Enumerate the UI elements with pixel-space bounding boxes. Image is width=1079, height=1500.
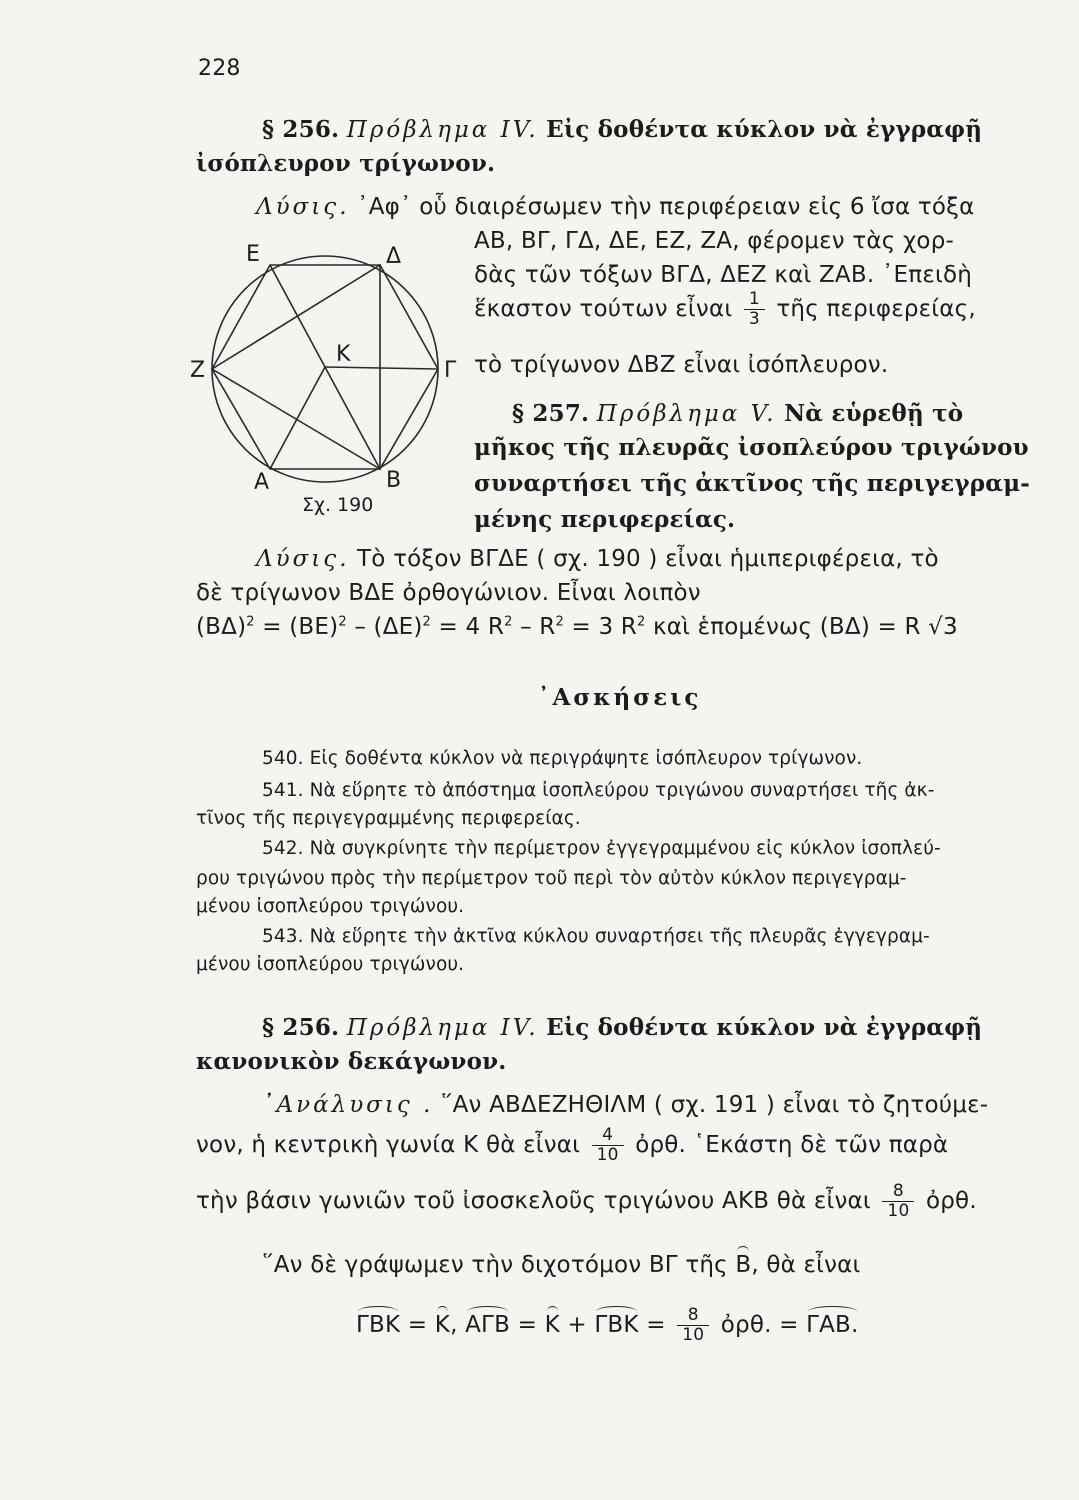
equation-part: – R: [520, 614, 556, 640]
formula-symbol: =: [517, 1312, 538, 1338]
lysis-line-2: ΑΒ, ΒΓ, ΓΔ, ΔΕ, ΕΖ, ΖΑ, φέρομεν τὰς χορ-: [474, 228, 955, 254]
analysis-label: ᾿Ανάλυσις .: [262, 1092, 434, 1118]
fraction-one-third: [744, 290, 765, 329]
formula-symbol: =: [407, 1312, 428, 1338]
exercise-543-line-2: μένου ἰσοπλεύρου τριγώνου.: [196, 954, 465, 975]
fraction-eight-tenths: [882, 1182, 914, 1221]
lysis-line-4: [474, 290, 976, 329]
analysis-line-4: [262, 1252, 861, 1278]
fraction-denominator: 3: [748, 309, 760, 329]
formula-symbol: ὀρθ. =: [720, 1312, 799, 1338]
lysis-text: ᾿Αφ᾿ οὗ διαιρέσωμεν τὴν περιφέρειαν εἰς 6 ἴσα τόξα: [357, 194, 975, 220]
exercise-540: 540. Εἰς δοθέντα κύκλον νὰ περιγράψητε ἰσόπλευρον τρίγωνον.: [262, 748, 863, 769]
angle-gab: ΓΑΒ.: [806, 1312, 859, 1338]
analysis-text: νον, ἡ κεντρικὴ γωνία Κ θὰ εἶναι: [196, 1132, 581, 1158]
superscript: 2: [246, 614, 255, 630]
fraction-numerator: 8: [882, 1182, 914, 1202]
problem-text: Νὰ εὑρεθῇ τὸ: [784, 400, 964, 427]
fraction-eight-tenths: [677, 1306, 709, 1345]
equation-part: καὶ ἑπομένως (ΒΔ) = R √3: [652, 614, 958, 640]
lysis2-line-2: δὲ τρίγωνον ΒΔΕ ὀρθογώνιον. Εἶναι λοιπὸν: [196, 580, 701, 606]
lysis-text: ἕκαστον τούτων εἶναι: [474, 296, 733, 322]
lysis2-line-1: [256, 546, 939, 572]
figure-caption: Σχ. 190: [302, 494, 374, 516]
angle-formula: [356, 1306, 859, 1345]
section-256b-heading-cont: κανονικὸν δεκάγωνον.: [196, 1048, 507, 1075]
fraction-denominator: 10: [682, 1325, 705, 1345]
lysis-text: Τὸ τόξον ΒΓΔΕ ( σχ. 190 ) εἶναι ἡμιπεριφέρεια, τὸ: [357, 546, 939, 572]
segment-ka: [270, 367, 325, 469]
label-k: Κ: [336, 342, 351, 367]
label-a: Α: [254, 470, 270, 495]
analysis-text: ὀρθ.: [925, 1188, 977, 1214]
angle-agb: ΑΓΒ: [465, 1312, 511, 1338]
equation-part: = 4 R: [438, 614, 505, 640]
analysis-text: , θὰ εἶναι: [751, 1252, 861, 1278]
section-256-heading: [262, 116, 982, 143]
page-number: 228: [198, 56, 241, 81]
superscript: 2: [636, 614, 646, 630]
exercise-542-line-1: 542. Νὰ συγκρίνητε τὴν περίμετρον ἐγγεγραμμένου εἰς κύκλον ἰσοπλεύ-: [262, 838, 941, 859]
lysis-line-1: [256, 194, 975, 220]
analysis-line-1: [262, 1092, 988, 1118]
formula-symbol: =: [646, 1312, 666, 1338]
lysis-label: Λύσις.: [256, 546, 350, 572]
section-number: § 256.: [262, 1014, 340, 1041]
section-257-line-3: συναρτήσει τῆς ἀκτῖνος τῆς περιγεγραμ-: [474, 470, 1030, 497]
equation-bd: [196, 614, 958, 640]
problem-label: Πρόβλημα IV.: [346, 1015, 539, 1041]
label-e: Ε: [246, 242, 260, 267]
fraction-numerator: 1: [744, 290, 765, 310]
section-256b-heading: [262, 1014, 982, 1041]
angle-k: Κ: [434, 1312, 451, 1338]
section-number: § 256.: [262, 116, 340, 143]
segment-kg: [325, 367, 438, 369]
section-257-line-1: [512, 400, 963, 427]
lysis-line-3: δὰς τῶν τόξων ΒΓΔ, ΔΕΖ καὶ ΖΑΒ. ᾿Επειδὴ: [474, 262, 972, 288]
section-257-line-4: μένης περιφερείας.: [474, 506, 736, 533]
figure-190: [190, 235, 460, 535]
analysis-text: ῞Αν ΑΒΔΕΖΗΘΙΛΜ ( σχ. 191 ) εἶναι τὸ ζητούμε-: [440, 1092, 989, 1118]
analysis-text: ῞Αν δὲ γράψωμεν τὴν διχοτόμον ΒΓ τῆς: [262, 1252, 728, 1278]
superscript: 2: [555, 614, 564, 630]
analysis-text: ὀρθ. ῾Εκάστη δὲ τῶν παρὰ: [635, 1132, 949, 1158]
problem-label: Πρόβλημα IV.: [346, 117, 539, 143]
label-b: Β: [386, 468, 402, 493]
label-z: Ζ: [190, 358, 206, 383]
equation-part: (ΒΔ): [196, 614, 247, 640]
angle-gbk: ΓΒΚ: [594, 1312, 639, 1338]
angle-k: Κ: [544, 1312, 560, 1338]
fraction-numerator: 4: [592, 1126, 624, 1146]
fraction-numerator: 8: [677, 1306, 709, 1326]
exercise-541-line-2: τῖνος τῆς περιγεγραμμένης περιφερείας.: [196, 808, 581, 829]
equation-part: = 3 R: [571, 614, 637, 640]
formula-symbol: +: [567, 1312, 587, 1338]
label-d: Δ: [386, 244, 402, 269]
superscript: 2: [422, 614, 432, 630]
section-number: § 257.: [512, 400, 590, 427]
lysis-label: Λύσις.: [256, 194, 350, 220]
analysis-line-2: [196, 1126, 948, 1165]
label-g: Γ: [444, 358, 457, 383]
section-256-heading-cont: ἰσόπλευρον τρίγωνον.: [196, 150, 496, 177]
formula-symbol: ,: [450, 1312, 458, 1338]
analysis-text: τὴν βάσιν γωνιῶν τοῦ ἰσοσκελοῦς τριγώνου ΑΚΒ θὰ εἶναι: [196, 1188, 871, 1214]
fraction-denominator: 10: [887, 1201, 910, 1221]
angle-b: Β: [735, 1252, 752, 1278]
lysis-line-5: τὸ τρίγωνον ΔΒΖ εἶναι ἰσόπλευρον.: [474, 352, 889, 378]
superscript: 2: [338, 614, 347, 630]
exercises-title: ᾿Ασκήσεις: [538, 684, 702, 711]
section-257-line-2: μῆκος τῆς πλευρᾶς ἰσοπλεύρου τριγώνου: [474, 434, 1029, 461]
exercise-542-line-2: ρου τριγώνου πρὸς τὴν περίμετρον τοῦ περὶ τὸν αὐτὸν κύκλον περιγεγραμ-: [196, 868, 907, 889]
analysis-line-3: [196, 1182, 977, 1221]
problem-label: Πρόβλημα V.: [596, 401, 777, 427]
equation-part: = (ΒΕ): [262, 614, 339, 640]
exercise-542-line-3: μένου ἰσοπλεύρου τριγώνου.: [196, 896, 465, 917]
equation-part: – (ΔΕ): [354, 614, 423, 640]
fraction-denominator: 10: [596, 1145, 619, 1165]
fraction-four-tenths: [592, 1126, 624, 1165]
angle-gbk: ΓΒΚ: [356, 1312, 401, 1338]
superscript: 2: [504, 614, 513, 630]
exercise-543-line-1: 543. Νὰ εὕρητε τὴν ἀκτῖνα κύκλου συναρτήσει τῆς πλευρᾶς ἐγγεγραμ-: [262, 926, 930, 947]
problem-text: Εἰς δοθέντα κύκλον νὰ ἐγγραφῇ: [546, 1014, 983, 1041]
problem-text: Εἰς δοθέντα κύκλον νὰ ἐγγραφῇ: [546, 116, 983, 143]
lysis-text: τῆς περιφερείας,: [776, 296, 976, 322]
exercise-541-line-1: 541. Νὰ εὕρητε τὸ ἀπόστημα ἰσοπλεύρου τριγώνου συναρτήσει τῆς ἀκ-: [262, 780, 935, 801]
